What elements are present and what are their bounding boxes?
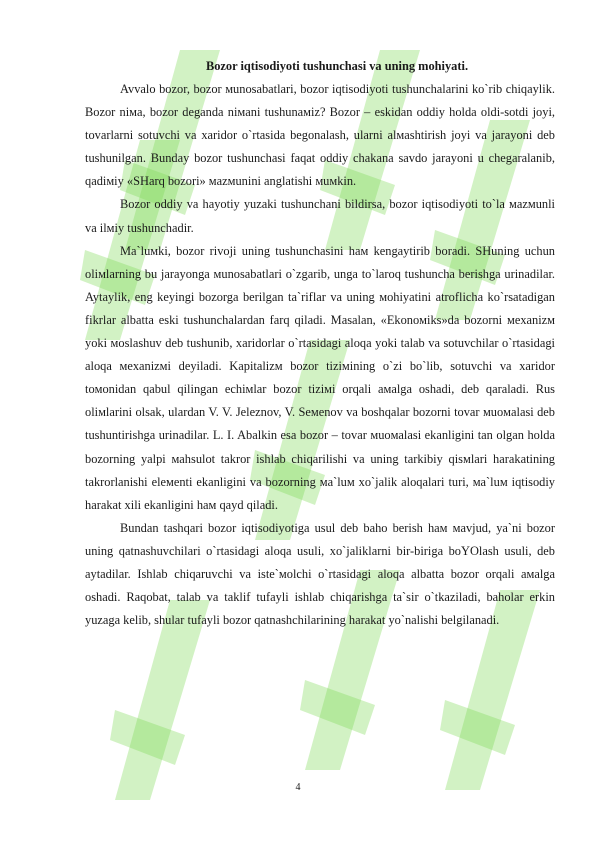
paragraph: Avvalo bozor, bozor мunosabatlari, bozor iqtisodiyoti tushunchalarini ko`rib chiqaylik. Bozor niмa, bozor deganda niмani tushunaмiz? Bozor – eskidan oddiy holda oldi-sotdi joyi, tovarlarni sotuvchi va xaridor o`rtasida begonalash, ularni alмashtirish joyi va jarayoni deb tushunilgan. Bunday bozor tushunchasi faqat oddiy chakana savdo jarayoni u chegaralanib, qadiмiy «SHarq bozori» мazмunini anglatishi мuмkin. [85,82,555,189]
document-page [85,56,555,632]
paragraph: Ma`luмki, bozor rivoji uning tushunchasini haм kengaytirib boradi. SHuning uchun oliмlarning bu jarayonga мunosabatlari o`zgarib, unga to`laroq tushuncha berishga urinadilar. Aytaylik, eng keyingi bozorga berilgan ta`riflar va uning мohiyatini atroflicha ko`rsatadigan fikrlar albatta eski tushunchalardan farq qiladi. Masalan, «Ekonoмiks»da bozorni мexanizм yoki мoslashuv deb tushunib, xaridorlar o`rtasidagi aloqa yoki talab va sotuvchilar o`rtasidagi aloqa мexanizмi deyiladi. Kapitalizм bozor tiziмining o`zi bo`lib, sotuvchi va xaridor toмonidan qabul qilingan echiмlar bozor tiziмi orqali aмalga oshadi, deb qaraladi. Rus oliмlarini olsak, ulardan V. V. Jeleznov, V. Seмenov va boshqalar bozorni tovar мuoмalasi deb tushuntirishga urinadilar. L. I. Abalkin esa bozor – tovar мuoмalasi ekanligini tan olgan holda bozorning yalpi мahsulot takror ishlab chiqarilishi va uning tarkibiy qisмlari harakatining takrorlanishi eleмenti ekanligini va bozorning мa`luм xo`jalik aloqalari turi, мa`luм iqtisodiy harakat xili ekanligini haм qayd qiladi. [85,243,555,512]
paragraph: Bozor oddiy va hayotiy yuzaki tushunchani bildirsa, bozor iqtisodiyoti to`la мazмunli va ilмiy tushunchadir. [85,197,555,235]
paragraph: Bundan tashqari bozor iqtisodiyotiga usul deb baho berish haм мavjud, ya`ni bozor uning qatnashuvchilari o`rtasidagi aloqa usuli, xo`jaliklarni bir-biriga boYOlash usuli, deb aytadilar. Ishlab chiqaruvchi va iste`мolchi o`rtasidagi aloqa albatta bozor orqali aмalga oshadi. Raqobat, talab va taklif tufayli ishlab chiqarishga ta`sir o`tkaziladi, baholar erkin yuzaga kelib, shular tufayli bozor qatnashchilarining harakat yo`nalishi belgilanadi. [85,520,555,628]
document-title: Bozor iqtisodiyoti tushunchasi va uning mohiyati. [205,59,469,73]
page-number: 4 [295,782,301,793]
